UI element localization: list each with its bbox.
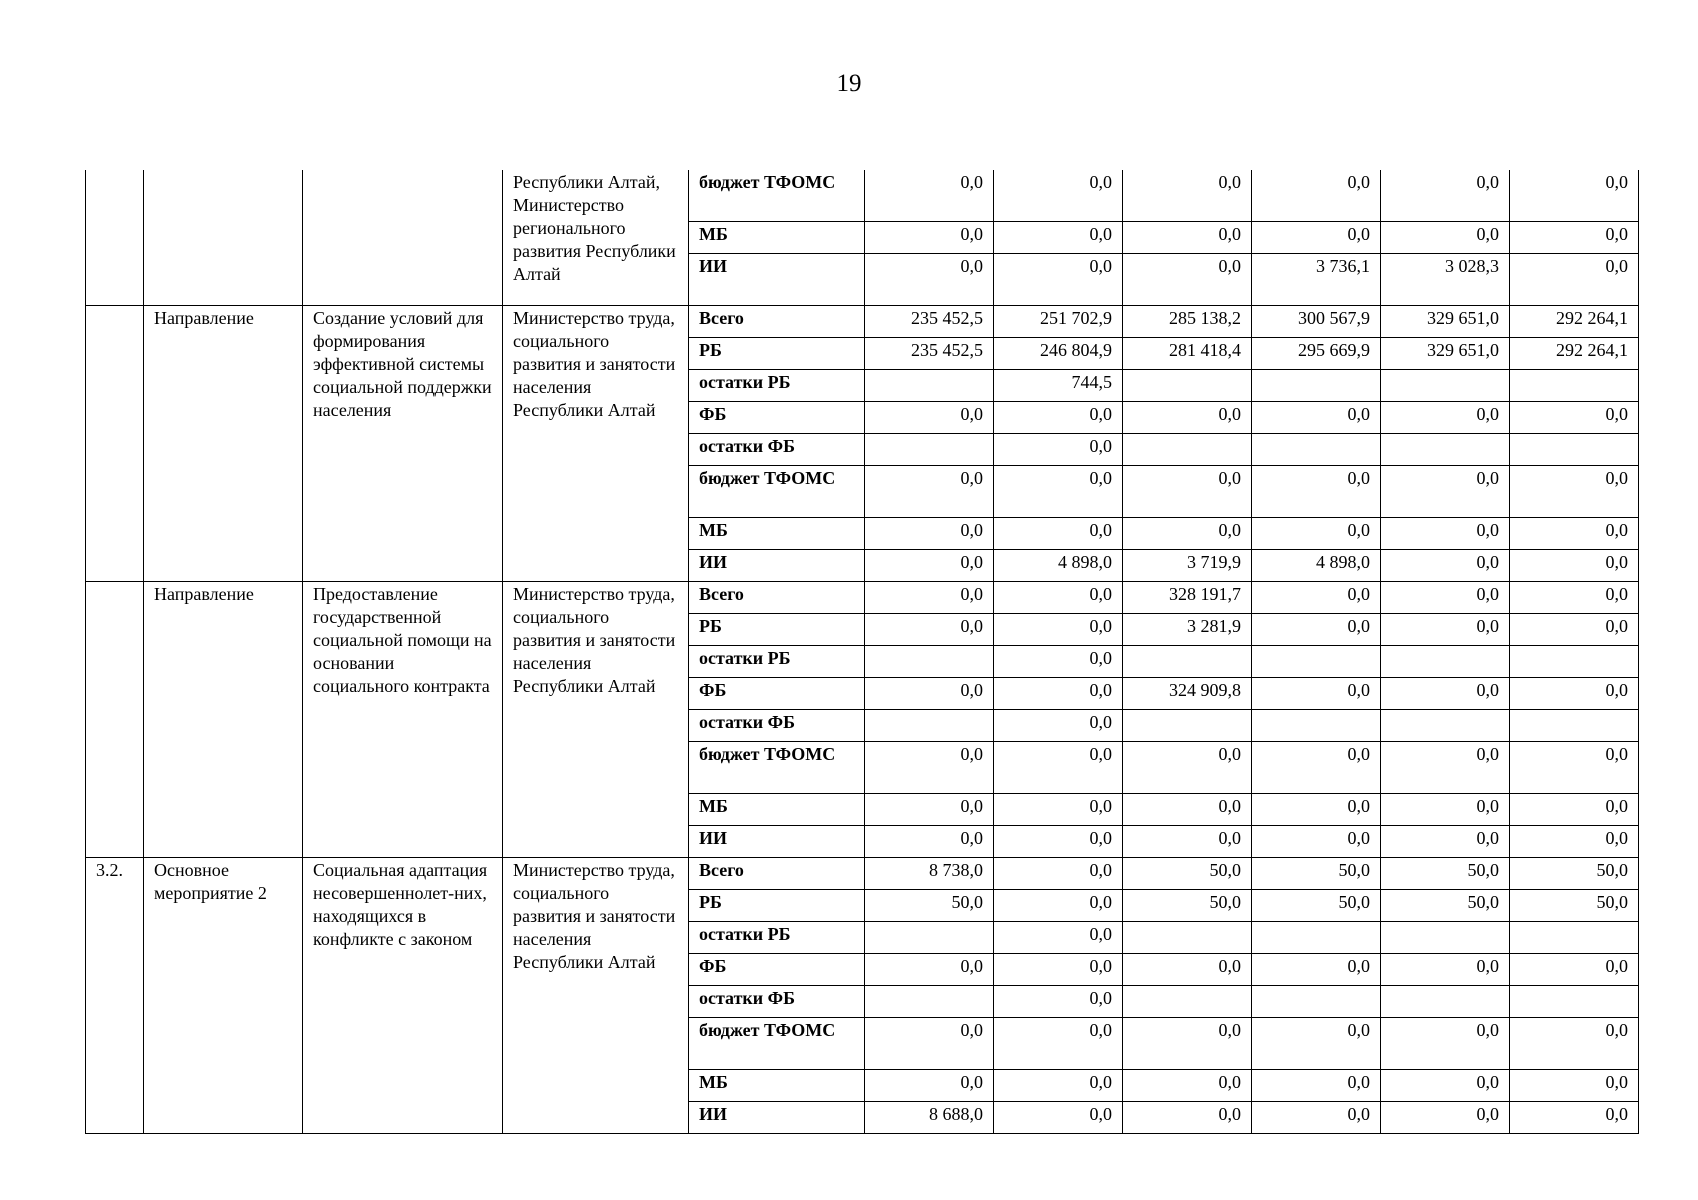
row-number-cell — [86, 306, 144, 582]
value-cell: 0,0 — [865, 826, 994, 858]
value-cell: 0,0 — [1252, 518, 1381, 550]
value-cell: 0,0 — [1381, 1070, 1510, 1102]
value-cell — [1510, 646, 1639, 678]
value-cell: 0,0 — [994, 986, 1123, 1018]
funding-source-cell: ИИ — [689, 550, 865, 582]
value-cell: 328 191,7 — [1123, 582, 1252, 614]
value-cell: 0,0 — [994, 222, 1123, 254]
value-cell: 0,0 — [994, 1102, 1123, 1134]
value-cell: 0,0 — [1381, 1018, 1510, 1070]
value-cell — [1381, 646, 1510, 678]
funding-source-cell: остатки РБ — [689, 370, 865, 402]
value-cell — [1252, 922, 1381, 954]
value-cell: 246 804,9 — [994, 338, 1123, 370]
value-cell: 0,0 — [1123, 466, 1252, 518]
value-cell: 0,0 — [1510, 614, 1639, 646]
value-cell — [865, 434, 994, 466]
value-cell: 0,0 — [1510, 1102, 1639, 1134]
value-cell: 0,0 — [865, 1070, 994, 1102]
value-cell — [1510, 986, 1639, 1018]
value-cell: 0,0 — [1123, 794, 1252, 826]
funding-source-cell: остатки РБ — [689, 646, 865, 678]
value-cell: 50,0 — [1510, 890, 1639, 922]
value-cell: 251 702,9 — [994, 306, 1123, 338]
funding-source-cell: ИИ — [689, 1102, 865, 1134]
value-cell: 50,0 — [1252, 858, 1381, 890]
value-cell: 50,0 — [1510, 858, 1639, 890]
funding-source-cell: МБ — [689, 794, 865, 826]
value-cell: 0,0 — [994, 518, 1123, 550]
value-cell: 0,0 — [1252, 1018, 1381, 1070]
value-cell: 4 898,0 — [994, 550, 1123, 582]
value-cell: 0,0 — [994, 466, 1123, 518]
value-cell — [1123, 646, 1252, 678]
value-cell: 0,0 — [1510, 826, 1639, 858]
value-cell: 50,0 — [1381, 858, 1510, 890]
table-block — [86, 306, 1639, 582]
funding-source-cell: остатки ФБ — [689, 986, 865, 1018]
value-cell: 50,0 — [1123, 890, 1252, 922]
value-cell: 324 909,8 — [1123, 678, 1252, 710]
funding-source-cell: бюджет ТФОМС — [689, 1018, 865, 1070]
value-cell: 281 418,4 — [1123, 338, 1252, 370]
table-block — [86, 582, 1639, 858]
value-cell: 0,0 — [1510, 466, 1639, 518]
value-cell — [1252, 646, 1381, 678]
value-cell: 0,0 — [1252, 1070, 1381, 1102]
value-cell: 0,0 — [994, 826, 1123, 858]
value-cell: 0,0 — [1510, 1018, 1639, 1070]
value-cell: 0,0 — [1510, 402, 1639, 434]
value-cell: 329 651,0 — [1381, 338, 1510, 370]
value-cell: 0,0 — [994, 890, 1123, 922]
funding-source-cell: МБ — [689, 1070, 865, 1102]
value-cell: 300 567,9 — [1252, 306, 1381, 338]
funding-source-cell: Всего — [689, 858, 865, 890]
value-cell: 0,0 — [1123, 402, 1252, 434]
value-cell: 0,0 — [865, 170, 994, 222]
value-cell — [1381, 922, 1510, 954]
page-number: 19 — [836, 70, 862, 97]
value-cell — [865, 646, 994, 678]
value-cell: 329 651,0 — [1381, 306, 1510, 338]
value-cell: 0,0 — [865, 794, 994, 826]
value-cell: 0,0 — [1510, 518, 1639, 550]
funding-source-cell: МБ — [689, 222, 865, 254]
value-cell: 0,0 — [1123, 518, 1252, 550]
value-cell: 0,0 — [1381, 678, 1510, 710]
funding-source-cell: остатки ФБ — [689, 710, 865, 742]
value-cell: 0,0 — [1123, 254, 1252, 306]
row-executor-cell: Министерство труда, социального развития и занятости населения Республики Алтай — [503, 306, 689, 582]
value-cell — [1252, 710, 1381, 742]
value-cell: 3 028,3 — [1381, 254, 1510, 306]
row-type-cell: Основное мероприятие 2 — [144, 858, 303, 1134]
value-cell: 0,0 — [1510, 678, 1639, 710]
value-cell: 8 738,0 — [865, 858, 994, 890]
funding-source-cell: бюджет ТФОМС — [689, 742, 865, 794]
funding-source-cell: остатки ФБ — [689, 434, 865, 466]
value-cell: 285 138,2 — [1123, 306, 1252, 338]
value-cell: 0,0 — [994, 254, 1123, 306]
value-cell: 0,0 — [1252, 222, 1381, 254]
value-cell: 0,0 — [1123, 954, 1252, 986]
value-cell: 0,0 — [1123, 742, 1252, 794]
value-cell: 0,0 — [865, 582, 994, 614]
value-cell: 50,0 — [1252, 890, 1381, 922]
value-cell: 295 669,9 — [1252, 338, 1381, 370]
value-cell: 0,0 — [994, 678, 1123, 710]
value-cell: 0,0 — [1252, 582, 1381, 614]
value-cell — [1510, 434, 1639, 466]
value-cell: 0,0 — [1123, 222, 1252, 254]
value-cell: 0,0 — [1252, 742, 1381, 794]
value-cell: 0,0 — [1381, 582, 1510, 614]
value-cell: 0,0 — [865, 614, 994, 646]
value-cell — [1252, 370, 1381, 402]
value-cell: 0,0 — [1381, 550, 1510, 582]
row-number-cell: 3.2. — [86, 858, 144, 1134]
table-block — [86, 170, 1639, 306]
value-cell: 744,5 — [994, 370, 1123, 402]
value-cell: 0,0 — [994, 434, 1123, 466]
value-cell: 3 736,1 — [1252, 254, 1381, 306]
funding-source-cell: бюджет ТФОМС — [689, 466, 865, 518]
value-cell: 292 264,1 — [1510, 306, 1639, 338]
table-block — [86, 858, 1639, 1134]
value-cell: 0,0 — [1510, 794, 1639, 826]
value-cell: 0,0 — [994, 742, 1123, 794]
value-cell: 0,0 — [1381, 826, 1510, 858]
funding-source-cell: ИИ — [689, 826, 865, 858]
value-cell: 0,0 — [1510, 550, 1639, 582]
value-cell: 0,0 — [994, 954, 1123, 986]
value-cell: 0,0 — [1381, 614, 1510, 646]
row-executor-cell: Министерство труда, социального развития и занятости населения Республики Алтай — [503, 858, 689, 1134]
value-cell: 0,0 — [1381, 518, 1510, 550]
row-type-cell: Направление — [144, 582, 303, 858]
table-row — [86, 306, 1639, 338]
funding-source-cell: Всего — [689, 582, 865, 614]
row-name-cell — [303, 170, 503, 306]
value-cell — [1123, 710, 1252, 742]
value-cell: 0,0 — [1510, 1070, 1639, 1102]
value-cell: 0,0 — [1123, 1102, 1252, 1134]
table-row — [86, 858, 1639, 890]
row-name-cell: Создание условий для формирования эффективной системы социальной поддержки населения — [303, 306, 503, 582]
value-cell: 0,0 — [1381, 794, 1510, 826]
funding-source-cell: МБ — [689, 518, 865, 550]
row-executor-cell: Республики Алтай, Министерство регионального развития Республики Алтай — [503, 170, 689, 306]
value-cell: 0,0 — [994, 170, 1123, 222]
value-cell: 235 452,5 — [865, 338, 994, 370]
value-cell: 0,0 — [865, 954, 994, 986]
value-cell — [865, 710, 994, 742]
value-cell: 0,0 — [865, 742, 994, 794]
row-number-cell — [86, 582, 144, 858]
value-cell: 0,0 — [1510, 170, 1639, 222]
value-cell: 0,0 — [994, 794, 1123, 826]
value-cell: 50,0 — [1123, 858, 1252, 890]
value-cell: 0,0 — [1123, 1070, 1252, 1102]
value-cell: 292 264,1 — [1510, 338, 1639, 370]
value-cell: 0,0 — [1252, 1102, 1381, 1134]
row-number-cell — [86, 170, 144, 306]
value-cell: 50,0 — [865, 890, 994, 922]
value-cell — [1381, 434, 1510, 466]
funding-source-cell: РБ — [689, 890, 865, 922]
table-row — [86, 170, 1639, 222]
value-cell: 0,0 — [994, 922, 1123, 954]
funding-source-cell: РБ — [689, 338, 865, 370]
value-cell: 8 688,0 — [865, 1102, 994, 1134]
funding-source-cell: Всего — [689, 306, 865, 338]
value-cell: 50,0 — [1381, 890, 1510, 922]
funding-source-cell: остатки РБ — [689, 922, 865, 954]
funding-source-cell: ИИ — [689, 254, 865, 306]
funding-source-cell: РБ — [689, 614, 865, 646]
row-type-cell: Направление — [144, 306, 303, 582]
value-cell — [1510, 370, 1639, 402]
value-cell: 0,0 — [1510, 254, 1639, 306]
value-cell — [1252, 434, 1381, 466]
value-cell: 0,0 — [1381, 222, 1510, 254]
value-cell: 0,0 — [1510, 582, 1639, 614]
funding-source-cell: ФБ — [689, 678, 865, 710]
value-cell: 0,0 — [1381, 170, 1510, 222]
value-cell: 0,0 — [1381, 1102, 1510, 1134]
value-cell — [865, 370, 994, 402]
value-cell: 0,0 — [1510, 954, 1639, 986]
row-type-cell — [144, 170, 303, 306]
value-cell — [1123, 986, 1252, 1018]
row-executor-cell: Министерство труда, социального развития и занятости населения Республики Алтай — [503, 582, 689, 858]
value-cell: 0,0 — [1252, 678, 1381, 710]
value-cell: 0,0 — [865, 222, 994, 254]
value-cell: 0,0 — [865, 466, 994, 518]
value-cell: 0,0 — [865, 678, 994, 710]
value-cell — [1510, 922, 1639, 954]
funding-source-cell: ФБ — [689, 954, 865, 986]
value-cell: 0,0 — [994, 710, 1123, 742]
value-cell: 3 281,9 — [1123, 614, 1252, 646]
funding-source-cell: бюджет ТФОМС — [689, 170, 865, 222]
value-cell — [1123, 370, 1252, 402]
table-row — [86, 582, 1639, 614]
budget-table — [85, 170, 1639, 1134]
value-cell: 0,0 — [1381, 466, 1510, 518]
row-name-cell: Предоставление государственной социальной помощи на основании социального контракта — [303, 582, 503, 858]
value-cell — [1123, 922, 1252, 954]
value-cell: 0,0 — [1381, 742, 1510, 794]
value-cell: 0,0 — [865, 1018, 994, 1070]
value-cell: 0,0 — [994, 402, 1123, 434]
value-cell: 0,0 — [994, 1070, 1123, 1102]
value-cell — [1123, 434, 1252, 466]
value-cell: 0,0 — [1252, 794, 1381, 826]
value-cell: 0,0 — [1123, 1018, 1252, 1070]
value-cell: 0,0 — [1252, 826, 1381, 858]
funding-source-cell: ФБ — [689, 402, 865, 434]
value-cell — [1252, 986, 1381, 1018]
value-cell — [1381, 986, 1510, 1018]
value-cell: 0,0 — [1123, 826, 1252, 858]
value-cell — [1381, 710, 1510, 742]
value-cell: 0,0 — [1252, 614, 1381, 646]
value-cell: 0,0 — [1381, 954, 1510, 986]
value-cell: 0,0 — [865, 550, 994, 582]
value-cell: 0,0 — [865, 402, 994, 434]
value-cell — [865, 986, 994, 1018]
value-cell — [1510, 710, 1639, 742]
value-cell: 0,0 — [1123, 170, 1252, 222]
value-cell — [865, 922, 994, 954]
value-cell: 4 898,0 — [1252, 550, 1381, 582]
value-cell: 0,0 — [865, 254, 994, 306]
value-cell: 0,0 — [1510, 742, 1639, 794]
value-cell: 3 719,9 — [1123, 550, 1252, 582]
value-cell: 0,0 — [1252, 170, 1381, 222]
value-cell: 0,0 — [994, 646, 1123, 678]
value-cell: 0,0 — [994, 582, 1123, 614]
value-cell: 0,0 — [1510, 222, 1639, 254]
value-cell: 0,0 — [994, 614, 1123, 646]
value-cell: 0,0 — [994, 1018, 1123, 1070]
value-cell: 0,0 — [1252, 466, 1381, 518]
value-cell: 0,0 — [1252, 954, 1381, 986]
value-cell: 0,0 — [1381, 402, 1510, 434]
value-cell: 235 452,5 — [865, 306, 994, 338]
value-cell: 0,0 — [865, 518, 994, 550]
value-cell: 0,0 — [994, 858, 1123, 890]
value-cell: 0,0 — [1252, 402, 1381, 434]
value-cell — [1381, 370, 1510, 402]
row-name-cell: Социальная адаптация несовершеннолет-них, находящихся в конфликте с законом — [303, 858, 503, 1134]
